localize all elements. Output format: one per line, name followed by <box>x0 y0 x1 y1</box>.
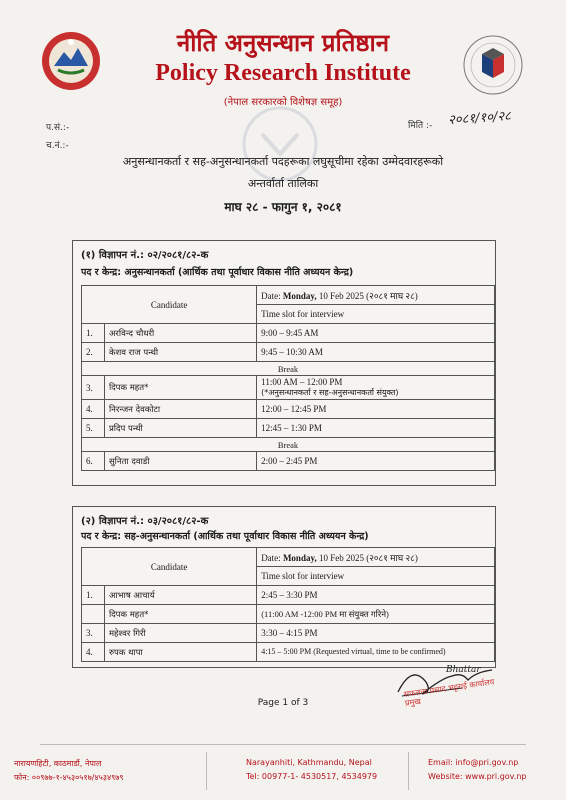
schedule-table-2 <box>81 547 495 662</box>
time-slot: 9:00 – 9:45 AM <box>257 324 495 343</box>
time-slot: 2:00 – 2:45 PM <box>257 452 495 471</box>
time-slot <box>257 376 495 400</box>
phone-english: Tel: 00977-1- 4530517, 4534979 <box>246 772 378 781</box>
candidate-name: दिपक महत* <box>104 605 256 624</box>
time-slot: 3:30 – 4:15 PM <box>257 624 495 643</box>
candidate-name: दिपक महत* <box>104 376 256 400</box>
phone-nepali: फोन: ००९७७-१-४५३०५१७/४५३४९७९ <box>14 773 124 782</box>
time-slot-text: 11:00 AM – 12:00 PM <box>261 377 343 387</box>
row-number <box>82 605 105 624</box>
time-slot: 4:15 – 5:00 PM (Requested virtual, time to be confirmed) <box>257 643 495 662</box>
table-row <box>82 624 495 643</box>
candidate-column-header: Candidate <box>82 548 257 586</box>
date-label: मिति :- <box>408 121 433 131</box>
candidate-name: सुनिता दवाडी <box>104 452 256 471</box>
time-slot: 12:00 – 12:45 PM <box>257 400 495 419</box>
time-slot: 2:45 – 3:30 PM <box>257 586 495 605</box>
row-number: 6. <box>82 452 105 471</box>
address-english: Narayanhiti, Kathmandu, Nepal <box>246 758 372 767</box>
table-row <box>82 452 495 471</box>
joint-note: (*अनुसन्धानकर्ता र सह-अनुसन्धानकर्ता संयुक्त) <box>261 388 399 397</box>
row-number: 3. <box>82 624 105 643</box>
watermark-seal <box>232 104 328 184</box>
row-number: 4. <box>82 400 105 419</box>
row-number: 2. <box>82 343 105 362</box>
advertisement-number: (२) विज्ञापन नं.: ०३/२०८१/८२-क <box>81 516 209 527</box>
candidate-name: प्रदिप पन्थी <box>104 419 256 438</box>
schedule-table-1 <box>81 285 495 471</box>
row-number: 5. <box>82 419 105 438</box>
time-slot-header: Time slot for interview <box>257 305 495 324</box>
schedule-panel-1 <box>72 240 496 486</box>
address-nepali: नारायणहिटी, काठमाडौं, नेपाल <box>14 759 102 768</box>
candidate-name: महेश्वर गिरी <box>104 624 256 643</box>
handwritten-date: २०८१/१०/२८ <box>447 108 512 129</box>
candidate-name: निरन्जन देवकोटा <box>104 400 256 419</box>
table-row <box>82 605 495 624</box>
footer-divider <box>40 744 526 745</box>
table-header-row <box>82 286 495 305</box>
time-slot: 9:45 – 10:30 AM <box>257 343 495 362</box>
table-row <box>82 324 495 343</box>
official-stamp: सफलता प्रसाद भट्टराई कार्यालय प्रमुख <box>403 677 495 708</box>
table-row <box>82 419 495 438</box>
time-slot: 12:45 – 1:30 PM <box>257 419 495 438</box>
table-row <box>82 343 495 362</box>
post-and-center: पद र केन्द्र: अनुसन्धानकर्ता (आर्थिक तथा पूर्वाधार विकास नीति अध्ययन केन्द्र) <box>81 267 354 278</box>
org-name-english: Policy Research Institute <box>155 60 411 86</box>
break-label: Break <box>82 362 495 376</box>
page-number: Page 1 of 3 <box>257 698 309 708</box>
candidate-name: रुपक थापा <box>104 643 256 662</box>
heading-line-1: अनुसन्धानकर्ता र सह-अनुसन्धानकर्ता पदहरूका लघुसूचीमा रहेका उम्मेदवारहरूको <box>122 155 444 168</box>
pri-logo <box>462 34 524 96</box>
time-slot: (11:00 AM -12:00 PM मा संयुक्त गरिने) <box>257 605 495 624</box>
date-header: Date: Monday, 10 Feb 2025 (२०८१ माघ २८) <box>257 286 495 305</box>
website-link[interactable]: Website: www.pri.gov.np <box>428 772 527 781</box>
break-row <box>82 438 495 452</box>
break-row <box>82 362 495 376</box>
post-and-center: पद र केन्द्र: सह-अनुसन्धानकर्ता (आर्थिक तथा पूर्वाधार विकास नीति अध्ययन केन्द्र) <box>81 531 369 542</box>
table-row <box>82 586 495 605</box>
candidate-name: आभाष आचार्य <box>104 586 256 605</box>
nepal-emblem-logo <box>40 30 102 92</box>
heading-date-range: माघ २८ - फागुन १, २०८१ <box>224 200 342 214</box>
row-number: 3. <box>82 376 105 400</box>
table-header-row <box>82 548 495 567</box>
org-subtitle: (नेपाल सरकारको विशेषज्ञ समूह) <box>223 97 343 108</box>
email-link[interactable]: Email: info@pri.gov.np <box>428 758 519 767</box>
candidate-name: केशव राज पन्थी <box>104 343 256 362</box>
ref-label: प.सं.:- <box>46 123 70 133</box>
break-label: Break <box>82 438 495 452</box>
dispatch-label: च.नं.:- <box>46 141 69 151</box>
candidate-column-header: Candidate <box>82 286 257 324</box>
row-number: 1. <box>82 586 105 605</box>
signature-text: Bhattar <box>446 665 481 675</box>
heading-line-2: अन्तर्वार्ता तालिका <box>247 177 319 190</box>
footer-separator <box>408 752 409 790</box>
row-number: 1. <box>82 324 105 343</box>
time-slot-header: Time slot for interview <box>257 567 495 586</box>
date-header: Date: Monday, 10 Feb 2025 (२०८१ माघ २८) <box>257 548 495 567</box>
table-row <box>82 400 495 419</box>
row-number: 4. <box>82 643 105 662</box>
footer-separator <box>206 752 207 790</box>
org-name-nepali: नीति अनुसन्धान प्रतिष्ठान <box>176 28 390 57</box>
schedule-panel-2 <box>72 506 496 668</box>
advertisement-number: (१) विज्ञापन नं.: ०२/२०८१/८२-क <box>81 250 209 261</box>
candidate-name: अरविन्द चौधरी <box>104 324 256 343</box>
table-row <box>82 376 495 400</box>
